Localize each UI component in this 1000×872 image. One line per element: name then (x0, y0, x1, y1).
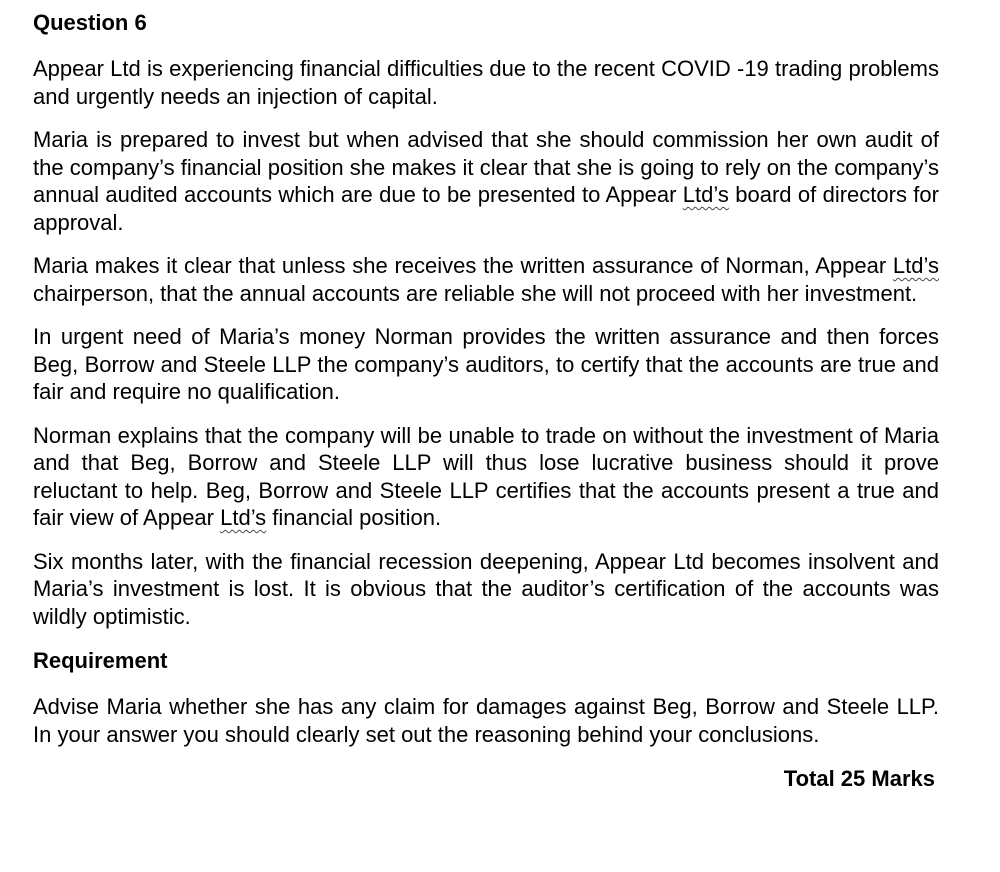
paragraph-1: Appear Ltd is experiencing financial difficulties due to the recent COVID -19 trading problems and urgently needs an injection of capital. (33, 56, 939, 109)
paragraph-3-text-start: Maria makes it clear that unless she receives the written assurance of Norman, Appear (33, 253, 893, 278)
spellcheck-marked-word: Ltd’s (682, 182, 729, 207)
requirement-text: Advise Maria whether she has any claim for damages against Beg, Borrow and Steele LLP. In your answer you should clearly set out the reasoning behind your conclusions. (33, 694, 939, 747)
question-heading: Question 6 (33, 10, 147, 35)
paragraph-5 (33, 422, 939, 532)
paragraph-5-text-end: financial position. (266, 505, 442, 530)
paragraph-4: In urgent need of Maria’s money Norman provides the written assurance and then forces Beg, Borrow and Steele LLP the company’s auditors, to certify that the accounts are true and fair and require no qualification. (33, 324, 939, 404)
paragraph-5-text-start: Norman explains that the company will be unable to trade on without the investment of Maria and that Beg, Borrow and Steele LLP will thus lose lucrative business should it prove reluctant to help. Beg, Borrow and Steele LLP certifies that the accounts present a true and fair view of Appear (33, 422, 939, 530)
spellcheck-marked-word: Ltd’s (892, 253, 939, 278)
requirement-heading: Requirement (33, 648, 168, 673)
paragraph-2 (33, 126, 939, 236)
total-marks: Total 25 Marks (783, 766, 935, 791)
paragraph-2-text-start: Maria is prepared to invest but when advised that she should commission her own audit of the company’s financial position she makes it clear that she is going to rely on the company’s annual audited accounts which are due to be presented to Appear (33, 127, 939, 207)
paragraph-3 (33, 252, 939, 307)
question-document (33, 8, 939, 794)
paragraph-2-text-end: board of directors for approval. (33, 182, 939, 235)
spellcheck-marked-word: Ltd’s (220, 505, 267, 530)
paragraph-3-text-end: chairperson, that the annual accounts are reliable she will not proceed with her investment. (33, 280, 918, 306)
paragraph-6: Six months later, with the financial recession deepening, Appear Ltd becomes insolvent and Maria’s investment is lost. It is obvious that the auditor’s certification of the accounts was wildly optimistic. (33, 548, 939, 629)
